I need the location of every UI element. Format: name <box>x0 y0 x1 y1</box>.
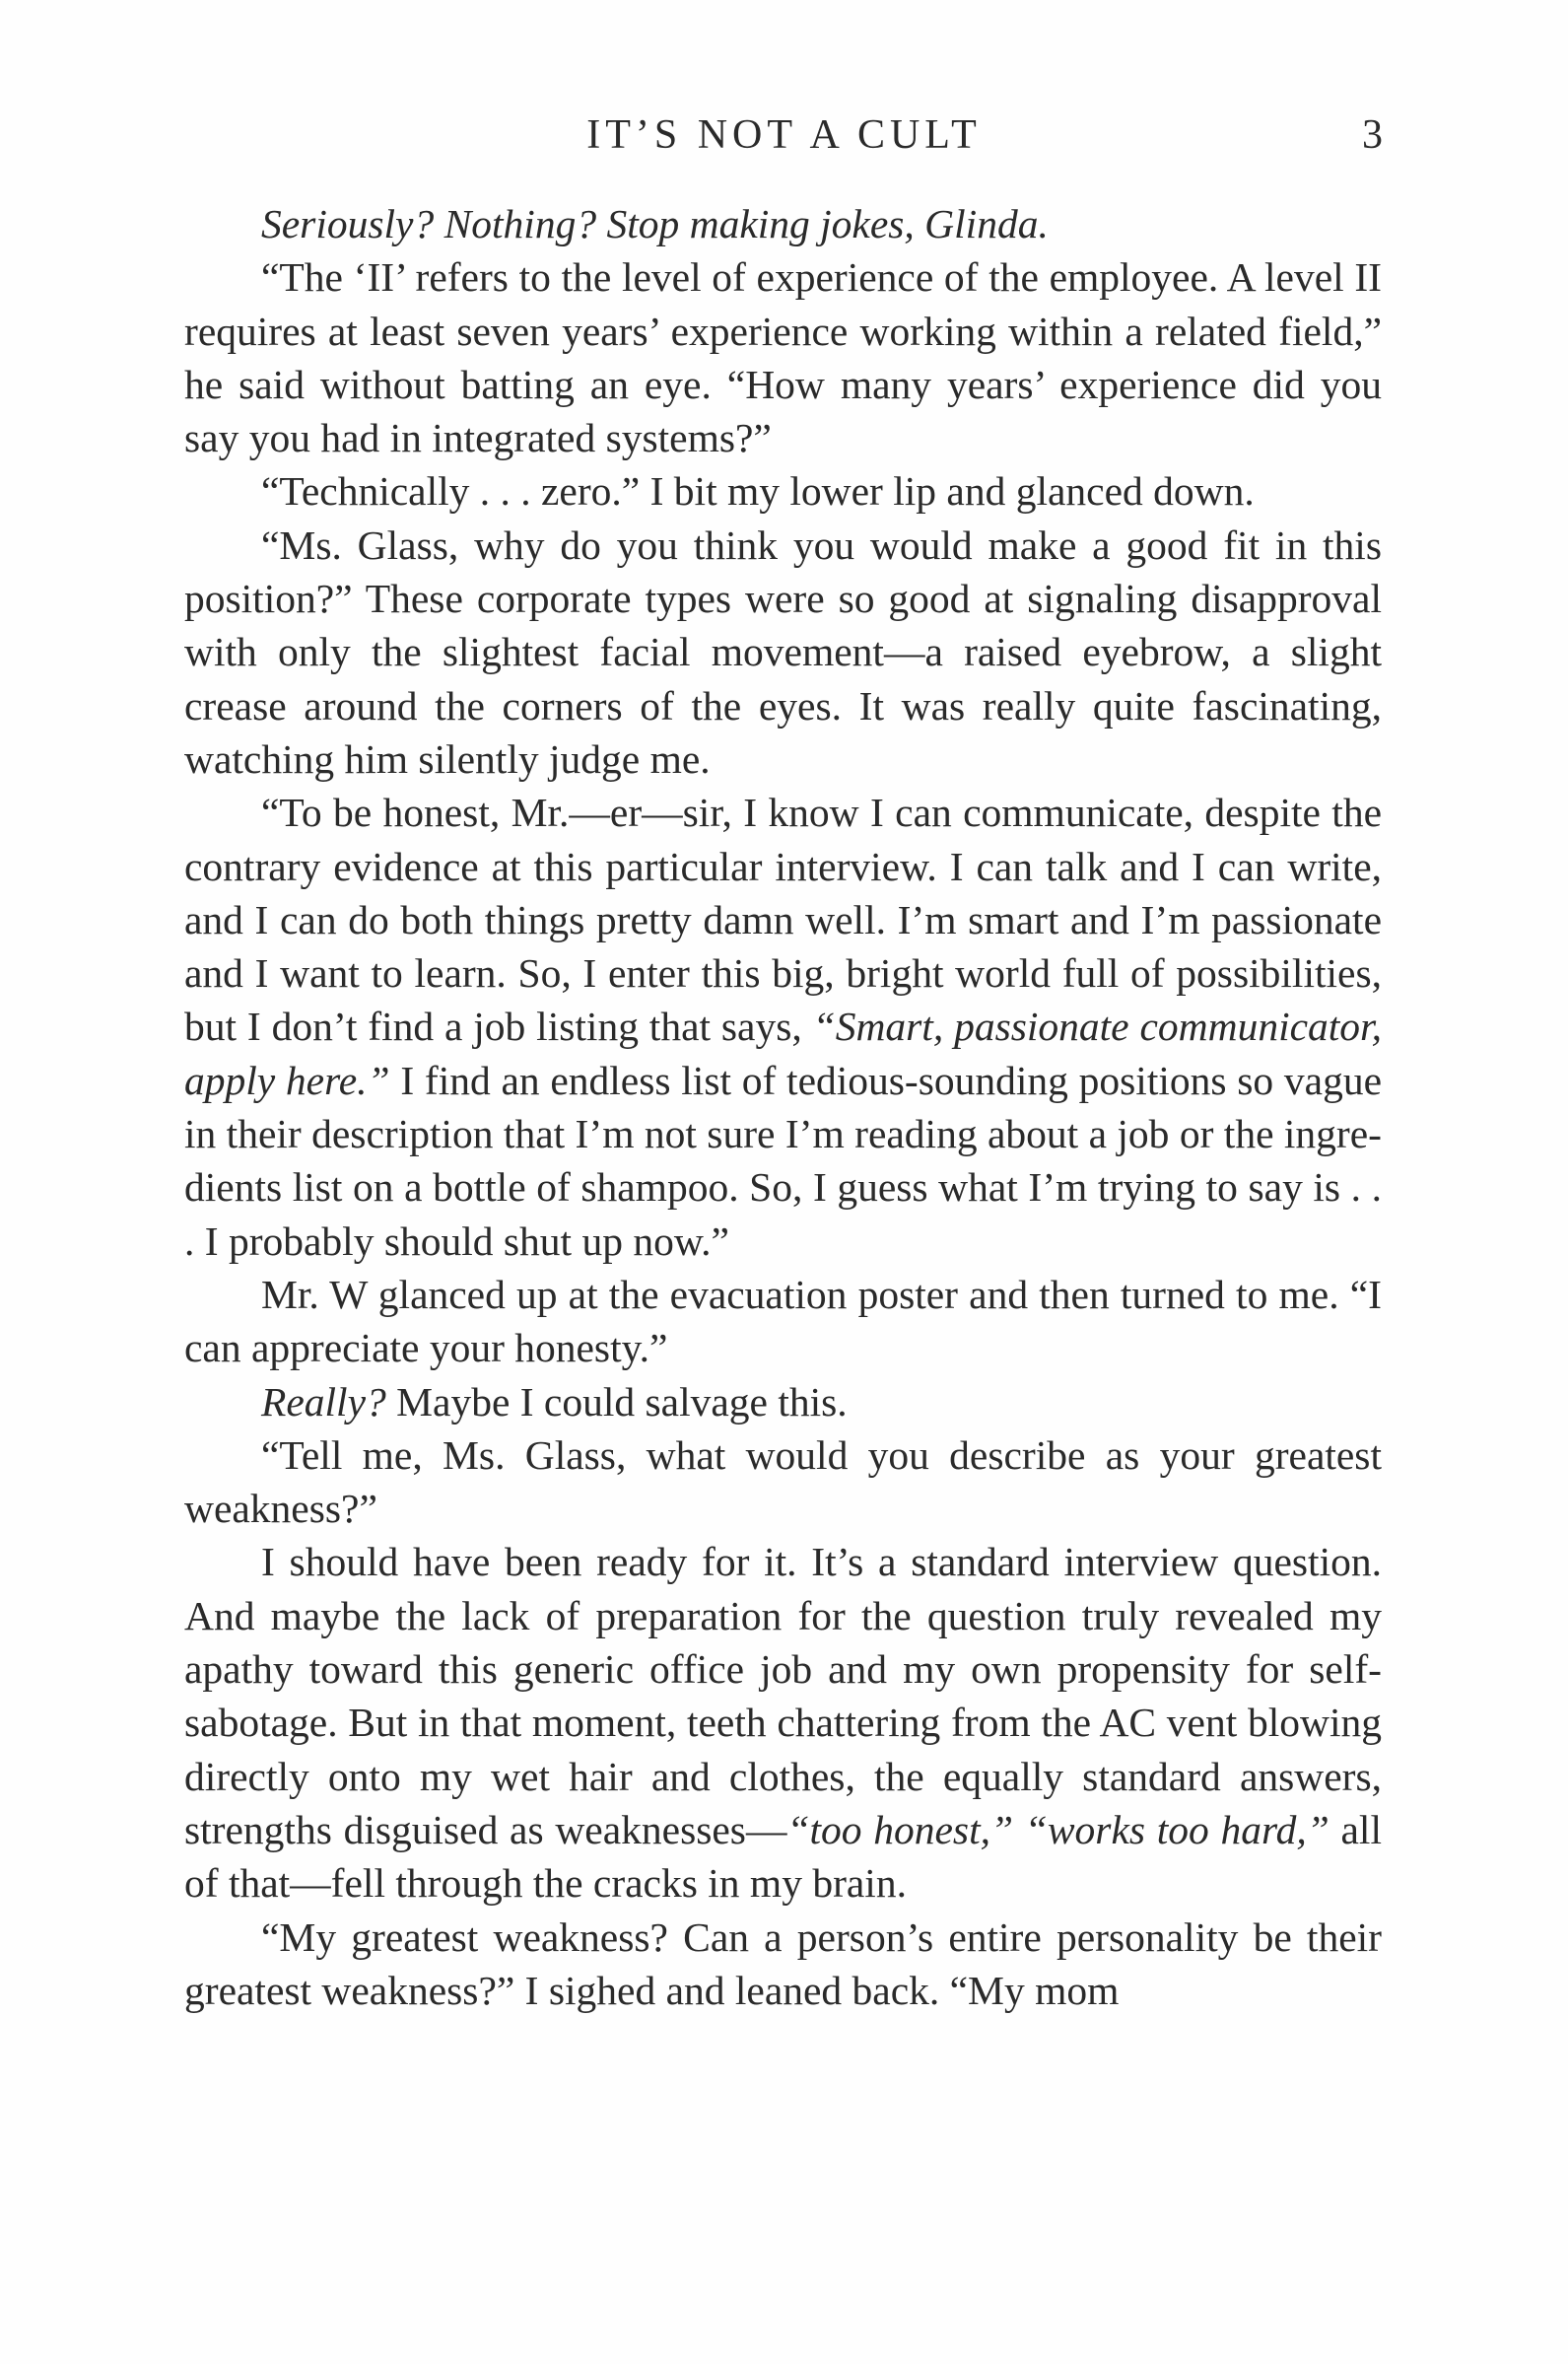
paragraph <box>184 1911 1382 2018</box>
running-title: IT’S NOT A CULT <box>586 112 982 158</box>
paragraph <box>184 250 1382 464</box>
paragraph <box>184 197 1382 250</box>
text-run: “Technically . . . zero.” I bit my lower lip and glanced down. <box>261 468 1255 515</box>
text-run: “The ‘II’ refers to the level of experience of the employee. A level II requires at least seven years’ experience working within a related field,” he said without batting an eye. “How many years’ experience did you say you had in integrated systems?” <box>184 254 1382 461</box>
paragraph <box>184 1268 1382 1375</box>
text-run: Mr. W glanced up at the evacuation poster and then turned to me. “I can appreciate your honesty.” <box>184 1271 1382 1371</box>
body-text <box>184 197 1382 2017</box>
text-run: I should have been ready for it. It’s a standard interview question. And maybe the lack of preparation for the question truly revealed my apathy toward this generic office job and my own propensity for self-sabotage. But in that moment, teeth chattering from the AC vent blowing directly onto my wet hair and clothes, the equally standard answers, strengths disguised as weaknesses— <box>184 1539 1382 1852</box>
paragraph <box>184 519 1382 786</box>
text-run: Maybe I could salvage this. <box>385 1378 848 1425</box>
text-run: “Ms. Glass, why do you think you would make a good fit in this position?” These corporate types were so good at signaling disapproval with only the slightest facial movement—a raised eyebrow, a slight crease around the corners of the eyes. It was really quite fascinating, watching him silently judge me. <box>184 521 1382 782</box>
text-run: “To be honest, Mr.—er—sir, I know I can communicate, despite the contrary evidence at this particular interview. I can talk and I can write, and I can do both things pretty damn well. I’m smart and I’m passionate and I want to learn. So, I enter this big, bright world full of possibilities, but I don’t find a job listing that says, <box>184 790 1382 1050</box>
text-run-italic: “Smart, passionate communicator, apply here.” <box>184 1004 1382 1103</box>
text-run: “My greatest weakness? Can a person’s entire personality be their greatest weakness?” I sighed and leaned back. “My mom <box>184 1913 1382 2013</box>
page-number: 3 <box>1362 112 1383 158</box>
text-run: Seriously? Nothing? Stop making jokes, Glinda. <box>261 201 1049 246</box>
text-run: I find an endless list of tedious-sounding positions so vague in their description that I’m not sure I’m reading about a job or the ingredients list on a bottle of shampoo. So, I guess what I’m trying to say is . . . I probably should shut up now.” <box>184 1057 1382 1264</box>
text-run: “Tell me, Ms. Glass, what would you describe as your greatest weakness?” <box>184 1431 1382 1532</box>
paragraph <box>184 786 1382 1268</box>
paragraph <box>184 1375 1382 1428</box>
paragraph <box>184 1535 1382 1910</box>
running-head <box>0 110 1568 160</box>
text-run-italic: Really? <box>261 1378 386 1425</box>
paragraph <box>184 464 1382 518</box>
text-run-italic: “too honest,” “works too hard,” <box>786 1806 1329 1852</box>
paragraph <box>184 1428 1382 1536</box>
text-run: all of that—fell through the cracks in my brain. <box>184 1806 1382 1907</box>
